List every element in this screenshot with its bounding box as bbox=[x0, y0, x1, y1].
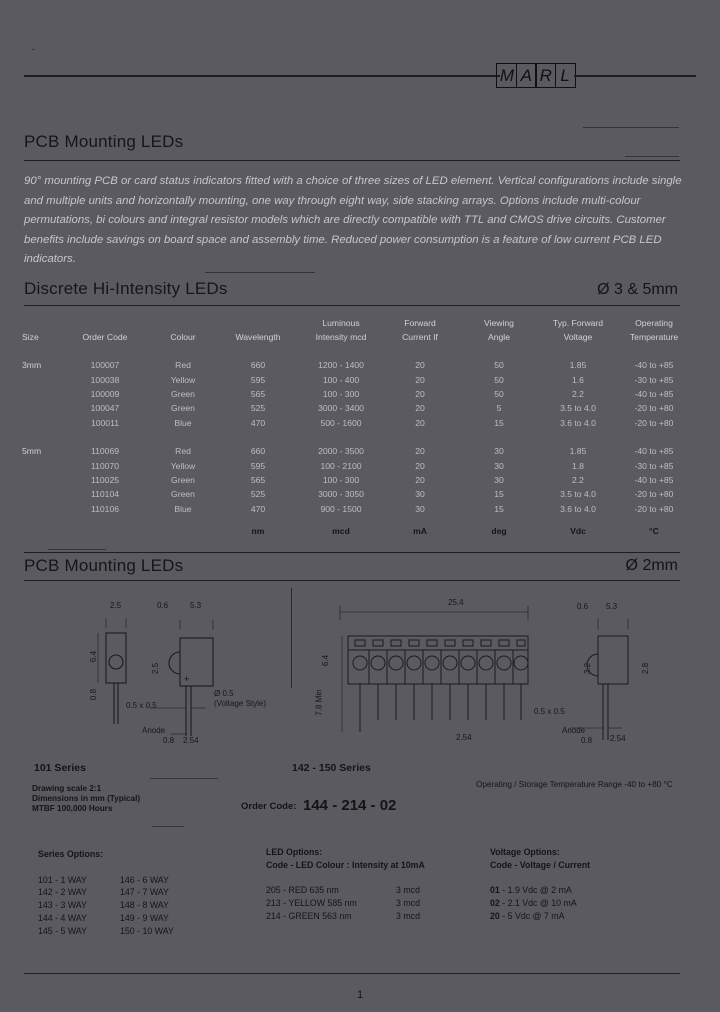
series-options-title: Series Options: bbox=[38, 849, 104, 859]
discrete-rule bbox=[24, 305, 680, 306]
table-cell: Green bbox=[171, 489, 195, 500]
table-cell: Blue bbox=[174, 503, 192, 514]
table-cell: 100 - 300 bbox=[322, 474, 360, 485]
dim-label: 5.3 bbox=[606, 602, 618, 611]
series-option-row bbox=[38, 925, 238, 938]
table-header-cell bbox=[218, 316, 298, 330]
header-rule-right bbox=[574, 75, 696, 77]
dim-label: 0.5 x 0.5 bbox=[534, 707, 565, 716]
table-cell: 50 bbox=[494, 374, 504, 385]
table-cell: -40 to +85 bbox=[634, 388, 674, 399]
table-cell: 1200 - 1400 bbox=[318, 360, 364, 371]
series-option-row bbox=[38, 886, 238, 899]
voltage-option-desc: - 5 Vdc @ 7 mA bbox=[499, 910, 565, 921]
dim-label: 0.8 bbox=[163, 736, 175, 745]
voltage-option-code: 20 bbox=[490, 910, 500, 921]
table-cell: 3000 - 3050 bbox=[318, 489, 364, 500]
table-cell: 110025 bbox=[90, 474, 120, 485]
table-header-cell: Size bbox=[22, 332, 39, 342]
dim-label: 0.5 x 0.5 bbox=[126, 701, 157, 710]
dim-label: 2.5 bbox=[110, 601, 122, 610]
series-option: 143 - 3 WAY bbox=[38, 900, 87, 911]
table-row bbox=[22, 473, 694, 487]
table-cell: 100009 bbox=[90, 388, 120, 399]
table-cell: 20 bbox=[415, 403, 425, 414]
led-options bbox=[266, 846, 466, 923]
table-cell: 3.6 to 4.0 bbox=[560, 417, 596, 428]
order-code-label: Order Code: bbox=[241, 801, 297, 812]
table-cell: 15 bbox=[494, 503, 504, 514]
footer-rule bbox=[24, 973, 680, 974]
pcb2-size: Ø 2mm bbox=[625, 557, 678, 574]
array-top-strip bbox=[348, 636, 528, 650]
table-header-cell: Forward bbox=[404, 318, 436, 328]
table-cell: 1.6 bbox=[572, 374, 584, 385]
table-cell: 470 bbox=[250, 503, 266, 514]
table-row bbox=[22, 502, 694, 516]
table-cell: 100047 bbox=[90, 403, 120, 414]
pcb2-title: PCB Mounting LEDs bbox=[24, 556, 184, 575]
series-142-label: 142 - 150 Series bbox=[292, 762, 371, 774]
table-cell: 1.85 bbox=[569, 446, 587, 457]
table-header-cell: Colour bbox=[170, 332, 196, 342]
page-number: 1 bbox=[357, 989, 364, 1001]
table-cell: 660 bbox=[250, 360, 266, 371]
discrete-title: Discrete Hi-Intensity LEDs bbox=[24, 279, 228, 298]
table-cell: -30 to +85 bbox=[634, 374, 674, 385]
size-cell bbox=[22, 401, 62, 415]
table-cell: 15 bbox=[494, 417, 504, 428]
table-cell: Yellow bbox=[170, 460, 196, 471]
table-cell: 470 bbox=[250, 417, 266, 428]
dim-label: 2.54 bbox=[456, 733, 472, 742]
table-cell: 30 bbox=[415, 489, 425, 500]
table-cell: Blue bbox=[174, 417, 192, 428]
table-cell: 30 bbox=[494, 474, 504, 485]
array-slot bbox=[373, 640, 383, 646]
series-option-row bbox=[38, 912, 238, 925]
logo-letter: L bbox=[555, 63, 576, 88]
series-option-row bbox=[38, 899, 238, 912]
led-option-intensity: 3 mcd bbox=[396, 910, 420, 921]
unit-cell: Vdc bbox=[570, 525, 586, 536]
corner-mark: - bbox=[32, 44, 35, 54]
divider-vertical bbox=[291, 588, 292, 688]
table-cell: 660 bbox=[250, 446, 266, 457]
table-header-cell: Temperature bbox=[629, 332, 679, 342]
table-cell: 2.2 bbox=[572, 474, 584, 485]
dim-label: Anode bbox=[142, 726, 166, 735]
table-cell: 1.8 bbox=[572, 460, 584, 471]
array-slot bbox=[481, 640, 491, 646]
dim-label: 5.3 bbox=[190, 601, 202, 610]
table-header-row bbox=[22, 330, 694, 344]
array-slot bbox=[409, 640, 419, 646]
table-cell: -20 to +80 bbox=[634, 503, 674, 514]
table-cell: 900 - 1500 bbox=[320, 503, 362, 514]
size-cell: 3mm bbox=[22, 360, 42, 371]
led-option-code: 213 - YELLOW 585 nm bbox=[266, 898, 357, 909]
voltage-option-row bbox=[490, 884, 690, 897]
marl-logo bbox=[498, 63, 576, 88]
dim-label: 2.54 bbox=[183, 736, 199, 745]
array-lens bbox=[497, 656, 511, 670]
table-header-cell: Voltage bbox=[563, 332, 593, 342]
led-option-intensity: 3 mcd bbox=[396, 885, 420, 896]
voltage-option-row bbox=[490, 897, 690, 910]
plus-mark: + bbox=[184, 674, 190, 684]
table-cell: 20 bbox=[415, 446, 425, 457]
table-cell: 110104 bbox=[90, 489, 120, 500]
table-cell: 565 bbox=[250, 474, 266, 485]
dim-label: 6.4 bbox=[89, 650, 99, 663]
table-cell: 100011 bbox=[90, 417, 120, 428]
diagram-101 bbox=[90, 600, 280, 750]
table-cell: 20 bbox=[415, 460, 425, 471]
table-cell: 30 bbox=[415, 503, 425, 514]
scan-line bbox=[583, 127, 679, 128]
table-row bbox=[22, 444, 694, 458]
voltage-option-code: 01 bbox=[490, 885, 500, 896]
led-option-row bbox=[266, 884, 466, 897]
scan-line bbox=[625, 156, 679, 157]
dim-label: 2.54 bbox=[610, 734, 626, 743]
led-spec-table bbox=[22, 316, 694, 540]
table-cell: -40 to +85 bbox=[634, 474, 674, 485]
dim-label: 25.4 bbox=[448, 598, 464, 607]
table-cell: 30 bbox=[494, 446, 504, 457]
table-cell: Green bbox=[171, 388, 195, 399]
table-cell: 100 - 2100 bbox=[320, 460, 362, 471]
table-cell: 110070 bbox=[90, 460, 120, 471]
dim-label: 3.2 bbox=[583, 662, 593, 675]
dim-label: 0.6 bbox=[577, 602, 589, 611]
table-header-cell: Order Code bbox=[82, 332, 128, 342]
table-cell: 100038 bbox=[90, 374, 120, 385]
led-option-code: 205 - RED 635 nm bbox=[266, 885, 339, 896]
table-header-cell: Viewing bbox=[484, 318, 514, 328]
table-cell: Green bbox=[171, 403, 195, 414]
series-option: 148 - 8 WAY bbox=[120, 900, 169, 911]
table-cell: 50 bbox=[494, 360, 504, 371]
array-lens bbox=[443, 656, 457, 670]
table-cell: 3.6 to 4.0 bbox=[560, 503, 596, 514]
table-cell: 20 bbox=[415, 417, 425, 428]
dim-label: Anode bbox=[562, 726, 586, 735]
logo-letter: M bbox=[496, 63, 517, 88]
voltage-options-subtitle: Code - Voltage / Current bbox=[490, 859, 591, 870]
table-header-cell: Angle bbox=[488, 332, 510, 342]
series-option: 147 - 7 WAY bbox=[120, 887, 169, 898]
led-option-code: 214 - GREEN 563 nm bbox=[266, 910, 352, 921]
series-option-row bbox=[38, 874, 238, 887]
voltage-option-desc: - 1.9 Vdc @ 2 mA bbox=[499, 885, 572, 896]
table-cell: Red bbox=[175, 360, 191, 371]
led-option-intensity: 3 mcd bbox=[396, 898, 420, 909]
array-lens bbox=[425, 656, 439, 670]
table-cell: 525 bbox=[250, 489, 266, 500]
voltage-options-title: Voltage Options: bbox=[490, 847, 560, 857]
led-option-row bbox=[266, 910, 466, 923]
unit-cell: nm bbox=[251, 525, 265, 536]
led-options-subtitle: Code - LED Colour : Intensity at 10mA bbox=[266, 859, 425, 870]
table-rule bbox=[24, 552, 680, 553]
table-header-cell bbox=[148, 316, 218, 330]
voltage-option-code: 02 bbox=[490, 898, 500, 909]
dim-label: 6.4 bbox=[321, 654, 331, 667]
table-cell: 110106 bbox=[90, 503, 120, 514]
series-option: 145 - 5 WAY bbox=[38, 925, 87, 936]
size-cell bbox=[22, 473, 62, 487]
table-header-cell: Current If bbox=[402, 332, 438, 342]
led-lens bbox=[109, 655, 123, 669]
table-cell: 3.5 to 4.0 bbox=[560, 403, 596, 414]
series-option: 101 - 1 WAY bbox=[38, 874, 87, 885]
table-cell: 3.5 to 4.0 bbox=[560, 489, 596, 500]
diagram-142-150 bbox=[330, 600, 660, 750]
array-lens bbox=[479, 656, 493, 670]
series-options bbox=[38, 848, 238, 938]
table-header-cell: Typ. Forward bbox=[552, 318, 604, 328]
table-cell: -20 to +80 bbox=[634, 403, 674, 414]
table-cell: Red bbox=[175, 446, 191, 457]
scan-line bbox=[48, 549, 106, 550]
note-line: Dimensions in mm (Typical) bbox=[32, 794, 141, 803]
dim-label: 7.8 Min bbox=[314, 689, 324, 716]
table-cell: 525 bbox=[250, 403, 266, 414]
size-cell bbox=[22, 487, 62, 501]
dim-label: (Voltage Style) bbox=[214, 699, 267, 708]
scan-line bbox=[150, 778, 218, 779]
series-option: 146 - 6 WAY bbox=[120, 874, 169, 885]
table-cell: -20 to +80 bbox=[634, 489, 674, 500]
scan-line bbox=[205, 272, 315, 273]
array-slot bbox=[499, 640, 509, 646]
table-cell: 500 - 1600 bbox=[320, 417, 362, 428]
table-cell: 5 bbox=[496, 403, 502, 414]
table-row bbox=[22, 416, 694, 430]
table-cell: 100007 bbox=[90, 360, 120, 371]
size-cell bbox=[22, 502, 62, 516]
table-cell: 595 bbox=[250, 374, 266, 385]
unit-cell: °C bbox=[649, 525, 659, 536]
unit-cell: deg bbox=[491, 525, 507, 536]
section-rule bbox=[24, 160, 680, 161]
array-slot bbox=[427, 640, 437, 646]
dim-label: 2.8 bbox=[641, 662, 651, 675]
size-cell: 5mm bbox=[22, 446, 42, 457]
table-header-cell: Intensity mcd bbox=[315, 332, 367, 342]
table-cell: Green bbox=[171, 474, 195, 485]
table-cell: -40 to +85 bbox=[634, 360, 674, 371]
dim-label: 2.5 bbox=[151, 662, 161, 675]
temp-range: Operating / Storage Temperature Range -40 to +80 °C bbox=[476, 780, 673, 789]
dim-label: 0.6 bbox=[157, 601, 169, 610]
dim-label: 0.8 bbox=[581, 736, 593, 745]
table-cell: 100 - 400 bbox=[322, 374, 360, 385]
table-cell: Yellow bbox=[170, 374, 196, 385]
table-cell: 15 bbox=[494, 489, 504, 500]
table-row bbox=[22, 387, 694, 401]
table-row bbox=[22, 458, 694, 472]
series-option: 142 - 2 WAY bbox=[38, 887, 87, 898]
unit-cell: mcd bbox=[332, 525, 350, 536]
table-cell: -40 to +85 bbox=[634, 446, 674, 457]
table-cell: 20 bbox=[415, 474, 425, 485]
table-row bbox=[22, 487, 694, 501]
dim-label: 0.8 bbox=[89, 688, 99, 701]
array-lens bbox=[371, 656, 385, 670]
array-slot bbox=[355, 640, 365, 646]
table-header-row bbox=[22, 316, 694, 330]
table-header-cell: Wavelength bbox=[235, 332, 281, 342]
table-cell: 20 bbox=[415, 374, 425, 385]
scan-line bbox=[152, 826, 184, 827]
series-option: 150 - 10 WAY bbox=[120, 925, 174, 936]
table-cell: -30 to +85 bbox=[634, 460, 674, 471]
table-cell: 110069 bbox=[90, 446, 120, 457]
table-cell: 30 bbox=[494, 460, 504, 471]
table-cell: 1.85 bbox=[569, 360, 587, 371]
note-line: Drawing scale 2:1 bbox=[32, 784, 102, 793]
table-cell: 565 bbox=[250, 388, 266, 399]
array-lens bbox=[461, 656, 475, 670]
array-lens bbox=[407, 656, 421, 670]
series-101-label: 101 Series bbox=[34, 762, 86, 774]
table-cell: 100 - 300 bbox=[322, 388, 360, 399]
table-header-cell bbox=[22, 316, 62, 330]
logo-letter: A bbox=[516, 63, 537, 88]
size-cell bbox=[22, 416, 62, 430]
array-slot bbox=[517, 640, 525, 646]
logo-letter: R bbox=[535, 63, 556, 88]
table-row bbox=[22, 401, 694, 415]
unit-row bbox=[22, 516, 694, 540]
intro-paragraph: 90° mounting PCB or card status indicators fitted with a choice of three sizes of LED element. Vertical configurations include single and multiple units and horizontally mounting, one way through eight way, side stacking arrays. Options include multi-colour permutations, bi colours and integral resistor models which are directly compatible with TTL and CMOS drive circuits. Customer benefits include savings on board space and assembly time. Reduced power consumption is a feature of low current PCB LED indicators. bbox=[24, 175, 682, 265]
array-lens bbox=[514, 656, 528, 670]
table-cell: 20 bbox=[415, 388, 425, 399]
series-option: 144 - 4 WAY bbox=[38, 912, 87, 923]
discrete-size: Ø 3 & 5mm bbox=[597, 281, 678, 298]
unit-cell: mA bbox=[413, 525, 427, 536]
table-cell: 20 bbox=[415, 360, 425, 371]
order-code: 144 - 214 - 02 bbox=[303, 797, 397, 814]
table-header-cell: Luminous bbox=[322, 318, 360, 328]
array-slot bbox=[391, 640, 401, 646]
table-header-cell: Operating bbox=[635, 318, 673, 328]
dim-label: Ø 0.5 bbox=[214, 689, 234, 698]
table-cell: 2.2 bbox=[572, 388, 584, 399]
pcb2-rule bbox=[24, 580, 680, 581]
table-cell: -20 to +80 bbox=[634, 417, 674, 428]
series-option: 149 - 9 WAY bbox=[120, 912, 169, 923]
size-cell bbox=[22, 372, 62, 386]
led-body-front bbox=[106, 633, 126, 683]
section-title: PCB Mounting LEDs bbox=[24, 132, 184, 151]
voltage-option-desc: - 2.1 Vdc @ 10 mA bbox=[499, 898, 577, 909]
size-cell bbox=[22, 387, 62, 401]
table-cell: 595 bbox=[250, 460, 266, 471]
table-row bbox=[22, 358, 694, 372]
header-rule bbox=[24, 75, 500, 77]
size-cell bbox=[22, 458, 62, 472]
led-option-row bbox=[266, 897, 466, 910]
table-header-cell bbox=[62, 316, 148, 330]
array-lens bbox=[389, 656, 403, 670]
voltage-option-row bbox=[490, 910, 690, 923]
note-line: MTBF 100,000 Hours bbox=[32, 804, 113, 813]
voltage-options bbox=[490, 846, 690, 923]
table-row bbox=[22, 372, 694, 386]
table-cell: 3000 - 3400 bbox=[318, 403, 364, 414]
led-options-title: LED Options: bbox=[266, 847, 323, 857]
table-cell: 2000 - 3500 bbox=[318, 446, 364, 457]
table-cell: 50 bbox=[494, 388, 504, 399]
array-lens bbox=[353, 656, 367, 670]
array-slot bbox=[445, 640, 455, 646]
array-side-body bbox=[598, 636, 628, 684]
array-slot bbox=[463, 640, 473, 646]
